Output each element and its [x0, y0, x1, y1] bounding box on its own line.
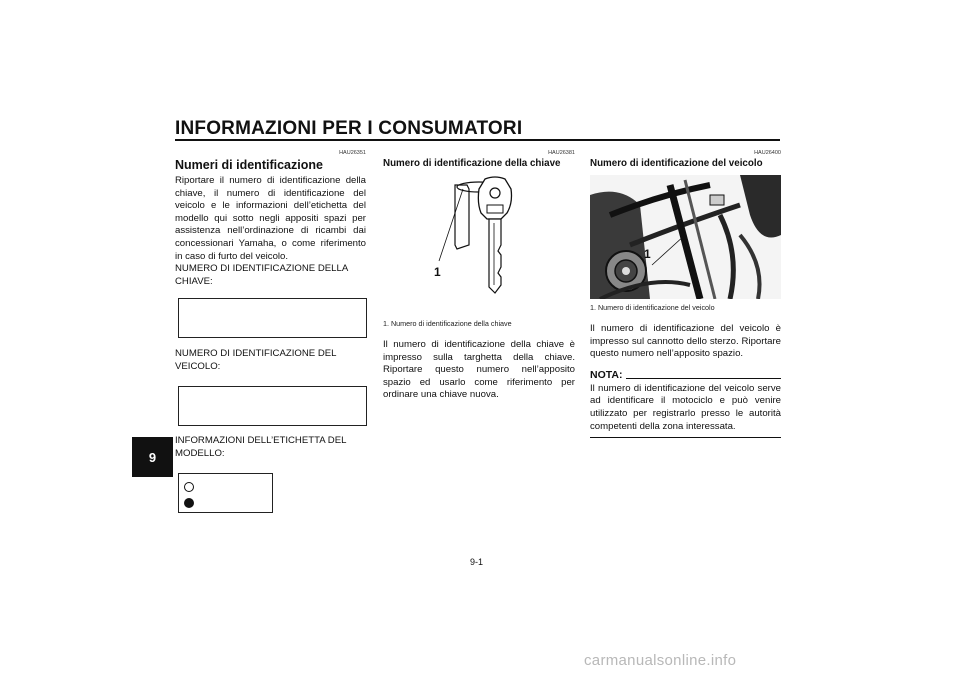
page-title: INFORMAZIONI PER I CONSUMATORI — [175, 118, 523, 139]
key-callout-number: 1 — [434, 265, 441, 279]
model-label-label: INFORMAZIONI DELL’ETICHETTA DEL MODELLO: — [175, 435, 347, 459]
watermark: carmanualsonline.info — [584, 652, 737, 669]
vehicle-number-label: NUMERO DI IDENTIFICAZIONE DEL VEICOLO: — [175, 348, 337, 372]
model-label-box — [178, 473, 273, 513]
column-vehicle-number — [590, 150, 781, 438]
title-rule — [175, 139, 780, 141]
section-code: HAU26381 — [548, 150, 575, 156]
steering-head-photo — [590, 175, 781, 299]
vehicle-number-box — [178, 386, 367, 426]
key-number-box — [178, 298, 367, 338]
note-header — [590, 369, 781, 381]
vehicle-callout-number: 1 — [644, 247, 651, 261]
filled-circle-icon — [184, 498, 194, 508]
vehicle-label-wrap — [175, 348, 366, 373]
key-paragraph: Il numero di identificazione della chiave è impresso sulla targhetta della chiave. Riportare questo numero nell’apposito spazio ed usarlo come riferimento per ordinare una chiave nuova. — [383, 339, 575, 401]
note-text: Il numero di identificazione del veicolo serve ad identificare il motociclo e può venire utilizzato per registrarlo presso le autorità competenti della zona interessata. — [590, 382, 781, 432]
section-heading: Numero di identificazione della chiave — [383, 158, 561, 169]
section-heading: Numero di identificazione del veicolo — [590, 158, 763, 169]
key-number-label: NUMERO DI IDENTIFICAZIONE DELLA CHIAVE: — [175, 263, 348, 287]
empty-circle-icon — [184, 482, 194, 492]
note-label: NOTA: — [590, 368, 623, 381]
vehicle-paragraph: Il numero di identificazione del veicolo è impresso sul cannotto dello sterzo. Riportare questo numero nell’apposito spazio. — [590, 323, 781, 360]
section-heading: Numeri di identificazione — [175, 158, 323, 172]
key-icon — [383, 173, 575, 295]
model-label-wrap — [175, 435, 366, 460]
page-number: 9-1 — [470, 557, 484, 567]
key-illustration — [383, 173, 575, 295]
intro-paragraph: Riportare il numero di identificazione della chiave, il numero di identificazione del veicolo e le informazioni dell’etichetta del modello qui sotto negli appositi spazi per assistenza nell’ordinazione di ricambi dai concessionari Yamaha, o come riferimento in caso di furto del veicolo. — [175, 175, 366, 262]
note-bottom-rule — [590, 437, 781, 438]
note-rule — [626, 378, 781, 379]
steering-head-illustration — [590, 175, 781, 299]
column-identification — [175, 150, 366, 288]
chapter-tab: 9 — [132, 437, 173, 477]
figure-caption: 1. Numero di identificazione della chiave — [383, 319, 512, 328]
section-code: HAU26351 — [339, 150, 366, 156]
section-code: HAU26400 — [754, 150, 781, 156]
column-key-number — [383, 150, 575, 402]
figure-caption: 1. Numero di identificazione del veicolo — [590, 303, 715, 312]
